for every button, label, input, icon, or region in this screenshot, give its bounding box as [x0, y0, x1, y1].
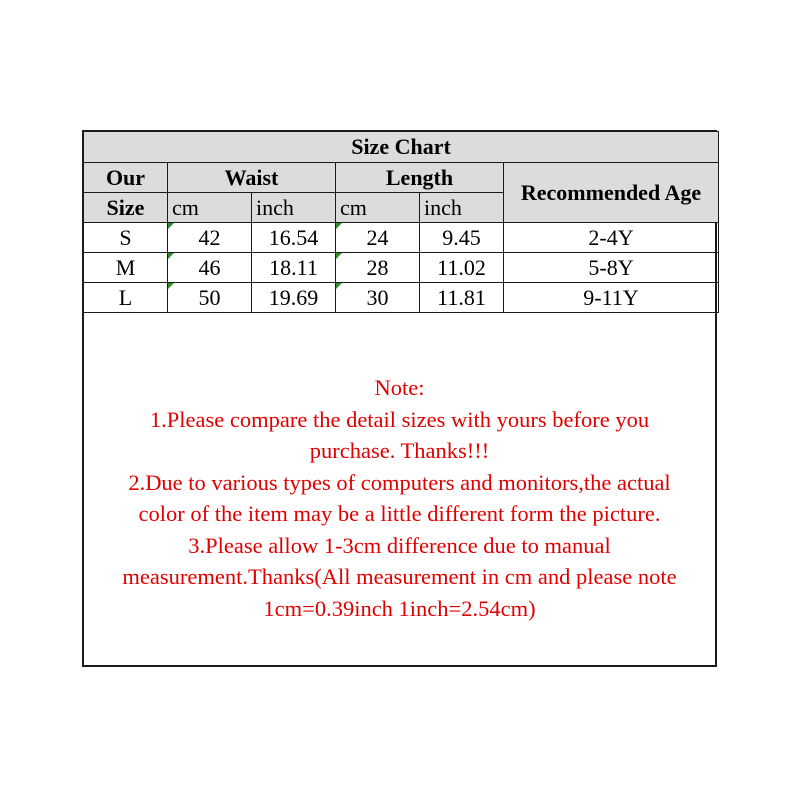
length-inch-cell: 11.02 — [420, 253, 504, 283]
waist-inch-cell: 19.69 — [252, 283, 336, 313]
size-header-bottom: Size — [84, 193, 168, 223]
note-line: 1.Please compare the detail sizes with yours before you — [149, 406, 650, 432]
waist-inch-unit: inch — [252, 193, 336, 223]
waist-cm-unit: cm — [168, 193, 252, 223]
length-cm-cell: 24 — [336, 223, 420, 253]
length-inch-unit: inch — [420, 193, 504, 223]
note-line: purchase. Thanks!!! — [309, 438, 490, 463]
note-heading: Note: — [374, 375, 425, 400]
note-line: 3.Please allow 1-3cm difference due to manual — [188, 532, 611, 558]
waist-inch-cell: 18.11 — [252, 253, 336, 283]
age-cell: 5-8Y — [504, 253, 719, 283]
size-header-top: Our — [84, 163, 168, 193]
note-line: 1cm=0.39inch 1inch=2.54cm) — [263, 595, 536, 621]
size-chart-table — [83, 131, 719, 313]
note-line: 2.Due to various types of computers and monitors,the actual — [128, 469, 671, 495]
waist-cm-cell: 46 — [168, 253, 252, 283]
length-cm-unit: cm — [336, 193, 420, 223]
length-cm-cell: 28 — [336, 253, 420, 283]
waist-cm-cell: 50 — [168, 283, 252, 313]
table-row — [84, 283, 719, 313]
size-chart-frame — [82, 130, 717, 667]
age-header: Recommended Age — [504, 163, 719, 223]
header-row — [84, 163, 719, 193]
note-line: color of the item may be a little different form the picture. — [138, 501, 661, 526]
title-row — [84, 132, 719, 163]
age-cell: 9-11Y — [504, 283, 719, 313]
length-header: Length — [336, 163, 504, 193]
length-inch-cell: 9.45 — [420, 223, 504, 253]
chart-title: Size Chart — [84, 132, 719, 163]
note-line: measurement.Thanks(All measurement in cm and please note — [122, 564, 677, 589]
length-inch-cell: 11.81 — [420, 283, 504, 313]
size-cell: M — [84, 253, 168, 283]
age-cell: 2-4Y — [504, 223, 719, 253]
note-block — [84, 372, 715, 624]
waist-cm-cell: 42 — [168, 223, 252, 253]
table-row — [84, 253, 719, 283]
size-cell: L — [84, 283, 168, 313]
waist-header: Waist — [168, 163, 336, 193]
size-cell: S — [84, 223, 168, 253]
waist-inch-cell: 16.54 — [252, 223, 336, 253]
table-row — [84, 223, 719, 253]
length-cm-cell: 30 — [336, 283, 420, 313]
